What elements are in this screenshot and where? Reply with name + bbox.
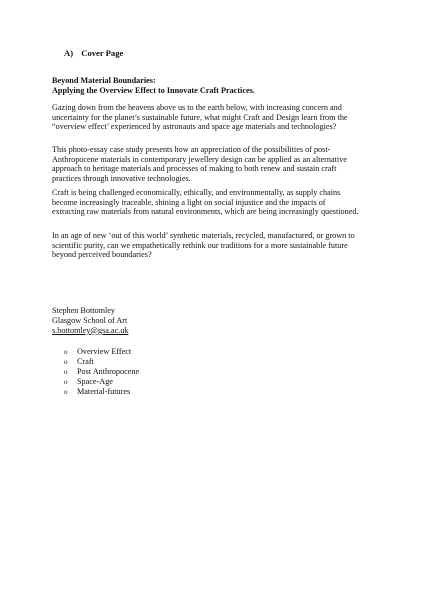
keyword-label: Post Anthropocene bbox=[77, 367, 140, 376]
paragraph-new-materials bbox=[52, 231, 382, 260]
bullet-icon: o bbox=[64, 378, 68, 386]
bullet-icon: o bbox=[64, 348, 68, 356]
paragraph-craft-challenges bbox=[52, 188, 382, 217]
keyword-label: Material-futures bbox=[77, 387, 131, 396]
paragraph-line: Anthropocene materials in contemporary jewellery design can be applied as an alternative bbox=[52, 154, 347, 164]
paragraph-line: uncertainty for the planet’s sustainable future, what might Craft and Design learn from the bbox=[52, 112, 348, 122]
paragraph-line: practices through innovative technologies. bbox=[52, 173, 191, 183]
paragraph-line: This photo-essay case study presents how an appreciation of the possibilities of post- bbox=[52, 145, 331, 154]
list-item bbox=[64, 367, 139, 377]
paragraph-line: Gazing down from the heavens above us to the earth below, with increasing concern and bbox=[52, 103, 342, 112]
bullet-icon: o bbox=[64, 388, 68, 396]
document-title bbox=[52, 76, 255, 95]
list-item bbox=[64, 357, 139, 367]
paragraph-intro bbox=[52, 103, 382, 132]
title-line-2: Applying the Overview Effect to Innovate Craft Practices. bbox=[52, 85, 255, 95]
section-label: A) bbox=[64, 48, 74, 58]
bullet-icon: o bbox=[64, 368, 68, 376]
paragraph-line: approach to heritage materials and processes of making to both renew and sustain craft bbox=[52, 164, 337, 174]
author-name: Stephen Bottomley bbox=[52, 306, 115, 315]
keyword-label: Craft bbox=[77, 357, 94, 366]
title-line-1: Beyond Material Boundaries: bbox=[52, 76, 156, 85]
list-item bbox=[64, 377, 139, 387]
section-heading bbox=[64, 48, 123, 58]
paragraph-line: In an age of new ‘out of this world’ synthetic materials, recycled, manufactured, or grown to bbox=[52, 231, 355, 240]
paragraph-line: become increasingly traceable, shining a light on social injustice and the impacts of bbox=[52, 197, 326, 207]
list-item bbox=[64, 347, 139, 357]
paragraph-line: Craft is being challenged economically, ethically, and environmentally, as supply chains bbox=[52, 188, 341, 197]
bullet-icon: o bbox=[64, 358, 68, 366]
author-email-link[interactable]: s.bottomley@gsa.ac.uk bbox=[52, 325, 129, 335]
keyword-list bbox=[64, 347, 139, 397]
list-item bbox=[64, 387, 139, 397]
paragraph-line: extracting raw materials from natural environments, which are being increasingly questioned. bbox=[52, 207, 359, 217]
paragraph-case-study bbox=[52, 145, 382, 183]
keyword-label: Overview Effect bbox=[77, 347, 132, 356]
paragraph-line: scientific purity, can we empathetically rethink our traditions for a more sustainable future bbox=[52, 240, 348, 250]
author-block bbox=[52, 306, 128, 335]
keyword-label: Space-Age bbox=[77, 377, 113, 386]
author-affiliation: Glasgow School of Art bbox=[52, 315, 128, 325]
paragraph-line: “overview effect’ experienced by astronauts and space age materials and technologies? bbox=[52, 122, 337, 132]
paragraph-line: beyond perceived boundaries? bbox=[52, 250, 152, 260]
section-title: Cover Page bbox=[81, 48, 124, 58]
